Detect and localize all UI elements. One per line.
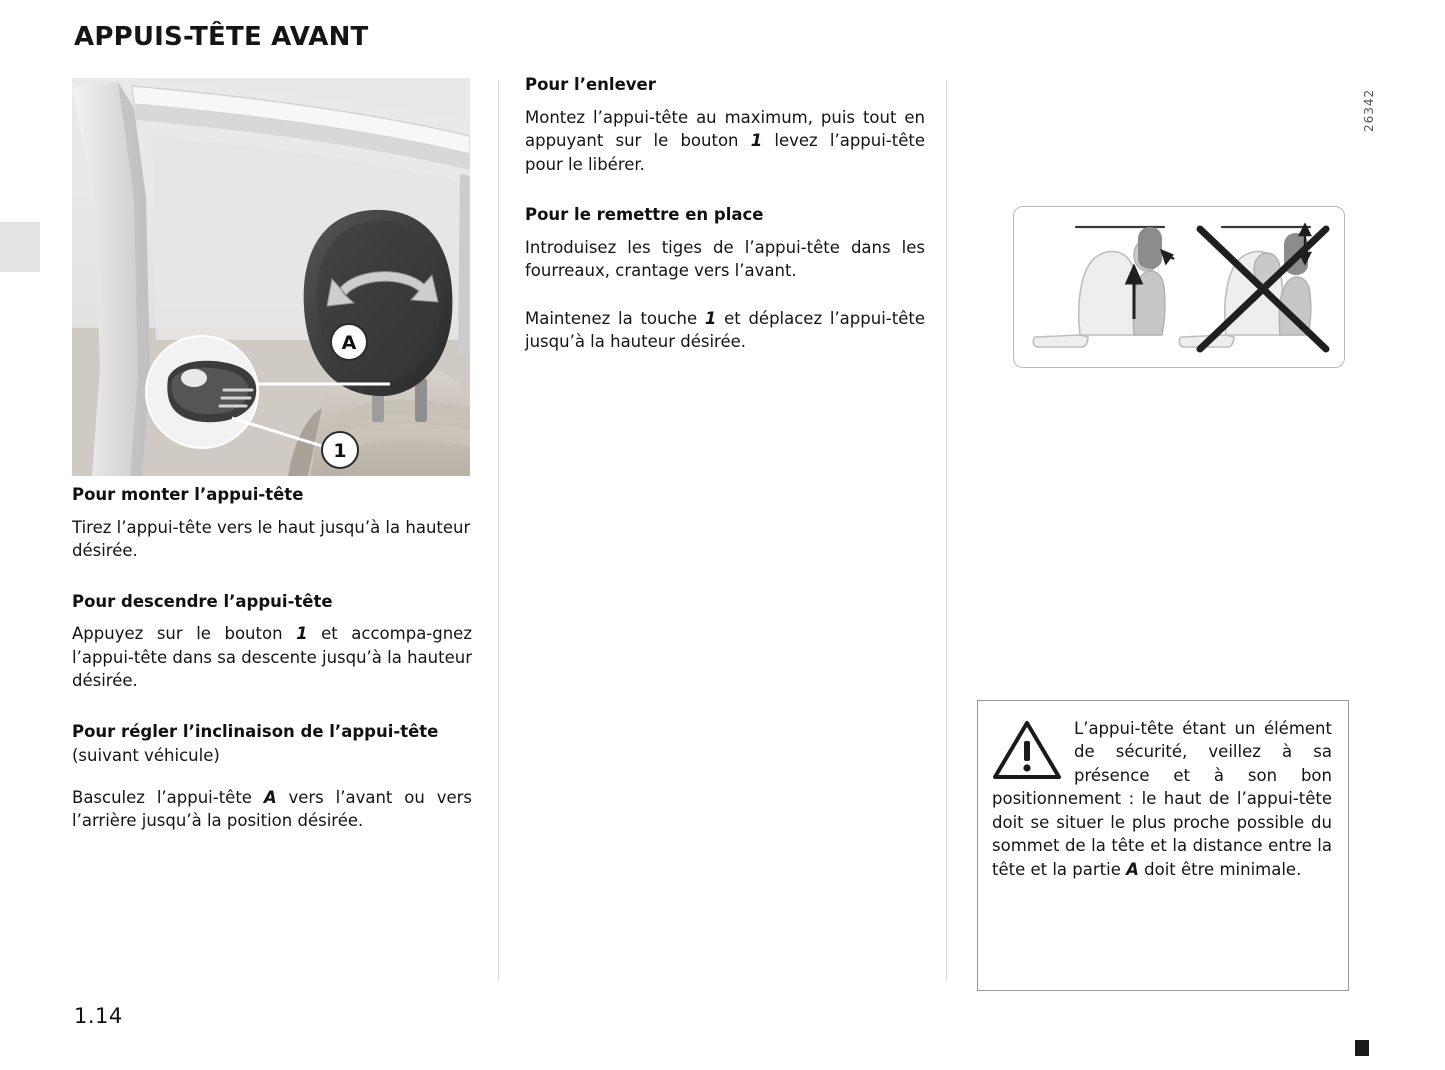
paragraph-enlever-post: levez l’appui-tête pour le libérer. (525, 131, 925, 174)
paragraph-enlever-em: 1 (750, 131, 763, 151)
paragraph-descendre (72, 622, 472, 692)
page-edge-tab (0, 222, 40, 272)
paragraph-descendre-pre: Appuyez sur le bouton (72, 624, 297, 644)
paragraph-inclinaison (72, 786, 472, 833)
paragraph-monter: Tirez l’appui-tête vers le haut jusqu’à la hauteur désirée. (72, 517, 471, 561)
paragraph-inclinaison-note: (suivant véhicule) (72, 746, 220, 766)
paragraph-maintenez-post: et déplacez l’appui-tête jusqu’à la hauteur désirée. (525, 308, 925, 352)
safety-warning-text (978, 701, 1348, 881)
heading-inclinaison: Pour régler l’inclinaison de l’appui-tête (72, 721, 439, 741)
paragraph-descendre-post: et accompa-gnez l’appui-tête dans sa descente jusqu’à la hauteur désirée. (72, 624, 472, 691)
svg-text:1: 1 (333, 440, 347, 462)
svg-text:A: A (341, 332, 357, 354)
safety-warning-part2: doit être minimale. (1138, 859, 1302, 879)
paragraph-descendre-em: 1 (296, 624, 308, 644)
heading-enlever: Pour l’enlever (525, 75, 656, 94)
warning-triangle-icon (992, 719, 1062, 781)
column-separator-right (946, 80, 947, 980)
figure-reference-right: 26342 (1362, 88, 1376, 132)
page-number: 1.14 (74, 1004, 123, 1028)
headrest-position-diagram (1013, 206, 1345, 368)
paragraph-inclinaison-em: A (263, 787, 277, 807)
heading-monter: Pour monter l’appui-tête (72, 485, 304, 504)
left-column-text (72, 484, 472, 853)
paragraph-maintenez-em: 1 (704, 308, 717, 328)
paragraph-enlever (525, 106, 925, 176)
paragraph-inclinaison-post: vers l’avant ou vers l’arrière jusqu’à la position désirée. (72, 787, 472, 831)
safety-warning-part1: L’appui-tête étant un élément de sécurité, veillez à sa présence et à son bon positionnement : le haut de l’appui-tête doit se situer le plus proche possible du sommet de la tête et la distance entre la tête et la partie (992, 719, 1332, 879)
paragraph-maintenez-pre: Maintenez la touche (525, 308, 705, 328)
middle-column-text (525, 74, 925, 373)
paragraph-inclinaison-pre: Basculez l’appui-tête (72, 787, 264, 807)
heading-descendre: Pour descendre l’appui-tête (72, 591, 333, 611)
heading-remettre: Pour le remettre en place (525, 205, 764, 225)
headrest-photo (72, 78, 470, 476)
paragraph-enlever-pre: Montez l’appui-tête au maximum, puis tout en appuyant sur le bouton (525, 107, 925, 151)
safety-warning-box (977, 700, 1349, 991)
safety-warning-em: A (1126, 859, 1139, 879)
paragraph-remettre: Introduisez les tiges de l’appui-tête dans les fourreaux, crantage vers l’avant. (525, 237, 925, 281)
paragraph-maintenez (525, 307, 925, 354)
column-separator-left (498, 80, 499, 980)
footer-mark (1355, 1040, 1369, 1056)
page-title: APPUIS-TÊTE AVANT (74, 22, 369, 52)
